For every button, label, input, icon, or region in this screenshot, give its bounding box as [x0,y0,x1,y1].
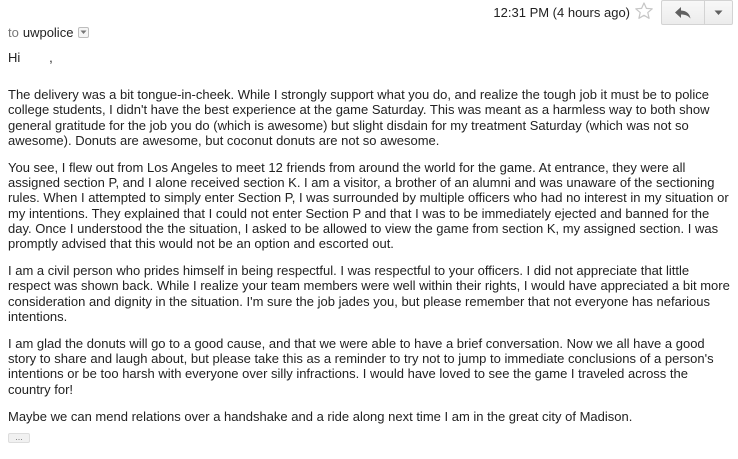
message-timestamp[interactable]: 12:31 PM (4 hours ago) [493,5,630,20]
chevron-down-icon [714,10,723,16]
chevron-down-icon [80,30,87,35]
message-paragraph: You see, I flew out from Los Angeles to meet 12 friends from around the world for the game. At entrance, they were all assigned section P, and I alone received section K. I am a visitor, a brother of an alumni and was unaware of the sectioning rules. When I attempted to simply enter Section P, I was surrounded by multiple officers who had no interest in my situation or my intentions. They explained that I could not enter Section P and that I was to be immediately ejected and banned for the day. Once I understood the the situation, I asked to be allowed to view the game from section K, my assigned section. I was promptly advised that this would not be an option and escorted out. [8,160,729,252]
reply-button-group [661,0,733,27]
star-icon[interactable] [634,1,654,23]
show-details-button[interactable] [78,27,89,38]
show-trimmed-content-button[interactable]: ... [8,433,30,443]
message-greeting: Hi , [8,50,53,65]
message-paragraph: The delivery was a bit tongue-in-cheek. While I strongly support what you do, and realize the tough job it must be to police college students, I didn't have the best experience at the game Saturday. This was meant as a harmless way to both show general gratitude for the job you do (which is awesome) but slight disdain for my treatment Saturday (which was not so awesome). Donuts are awesome, but coconut donuts are not so awesome. [8,87,710,148]
message-paragraph: I am glad the donuts will go to a good cause, and that we were able to have a brief conversation. Now we all have a good story to share and laugh about, but please take this as a reminder to try not to jump to immediate conclusions of a person's intentions or be too harsh with everyone over silly infractions. I would have loved to see the game I traveled across the country for! [8,336,714,397]
recipient-line [8,25,89,40]
message-paragraph: Maybe we can mend relations over a handshake and a ride along next time I am in the great city of Madison. [8,408,633,424]
reply-button[interactable] [661,0,705,25]
message-body [8,50,733,436]
more-actions-button[interactable] [705,0,733,25]
recipient-prefix: to [8,25,19,40]
message-header [0,0,738,30]
recipient-name[interactable]: uwpolice [22,25,74,40]
message-paragraph: I am a civil person who prides himself in being respectful. I was respectful to your officers. I did not appreciate that little respect was shown back. While I realize your team members were well within their rights, I would have appreciated a bit more consideration and dignity in the situation. I'm sure the job jades you, but please remember that not everyone has nefarious intentions. [8,263,730,324]
reply-arrow-icon [674,6,692,20]
